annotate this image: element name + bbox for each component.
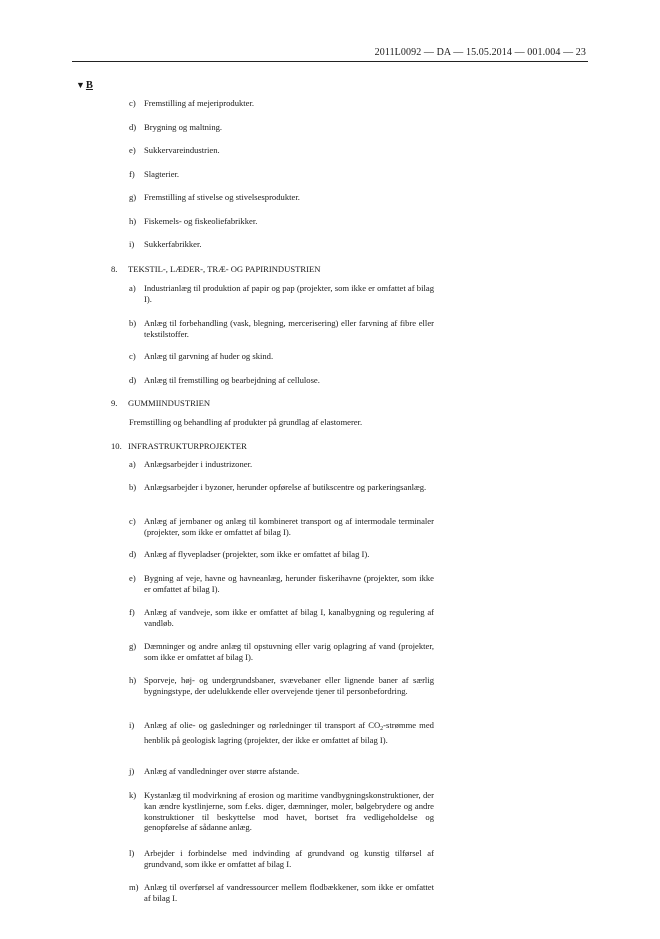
list-item (129, 169, 434, 180)
item-text: Anlæg til overførsel af vandressourcer mellem flodbækkener, som ikke er omfattet af bilag I. (144, 882, 434, 903)
list-item (129, 573, 434, 595)
section-heading-9 (111, 398, 210, 409)
item-text: Kystanlæg til modvirkning af erosion og maritime vandbygningskonstruktioner, der kan ændre kystlinjerne, som f.eks. diger, dæmninger, moler, bølgebrydere og andre konstruktioner til beskyttelse mod havet, bortset fra vedligeholdelse og genopførelse af sådanne anlæg. (144, 790, 434, 833)
item-text: Industrianlæg til produktion af papir og pap (projekter, som ikke er omfattet af bilag I). (144, 283, 434, 304)
section-number: 10. (111, 441, 122, 451)
section-title: INFRASTRUKTURPROJEKTER (128, 441, 247, 451)
list-item (129, 375, 434, 386)
item-text: Anlæg af vandveje, som ikke er omfattet af bilag I, kanalbygning og regulering af vandløb. (144, 607, 434, 628)
list-item (129, 607, 434, 629)
item-text: Fremstilling af stivelse og stivelsesprodukter. (144, 192, 300, 202)
item-text: Sukkerfabrikker. (144, 239, 202, 249)
item-text: Anlæg af jernbaner og anlæg til kombineret transport og af intermodale terminaler (projekter, som ikke er omfattet af bilag I). (144, 516, 434, 537)
list-item (129, 641, 434, 663)
document-reference-header: 2011L0092 — DA — 15.05.2014 — 001.004 — 23 (374, 47, 586, 58)
section-paragraph: Fremstilling og behandling af produkter på grundlag af elastomerer. (129, 417, 363, 427)
item-text: Arbejder i forbindelse med indvinding af grundvand og kunstig tilførsel af grundvand, som ikke er omfattet af bilag I. (144, 848, 434, 869)
item-label: d) (129, 375, 137, 385)
item-label: c) (129, 351, 136, 361)
triangle-marker-icon: ▼ (76, 80, 85, 90)
list-item (129, 216, 434, 227)
item-text-part: Anlæg af olie- og gasledninger og rørledninger til transport af CO (144, 720, 381, 730)
item-label: g) (129, 192, 137, 202)
item-text: Anlæg af vandledninger over større afstande. (144, 766, 300, 776)
item-label: k) (129, 790, 137, 800)
item-text: Anlæg til garvning af huder og skind. (144, 351, 274, 361)
marker-letter: B (85, 80, 93, 91)
amendment-marker (76, 80, 93, 91)
list-item (129, 239, 434, 250)
item-label: i) (129, 720, 135, 730)
item-text: Anlæg til fremstilling og bearbejdning af cellulose. (144, 375, 320, 385)
item-label: f) (129, 169, 135, 179)
list-item (129, 192, 434, 203)
item-text: Sporveje, høj- og undergrundsbaner, svævebaner eller lignende baner af særlig bygningstype, der udelukkende eller overvejende tjener til personbefordring. (144, 675, 434, 696)
section-number: 9. (111, 398, 118, 408)
list-item (129, 549, 434, 560)
list-item (129, 882, 434, 904)
item-label: c) (129, 516, 136, 526)
list-item (129, 459, 434, 470)
item-label: b) (129, 482, 137, 492)
item-label: g) (129, 641, 137, 651)
item-text: Brygning og maltning. (144, 122, 223, 132)
list-item (129, 848, 434, 870)
item-label: d) (129, 122, 137, 132)
item-label: f) (129, 607, 135, 617)
item-text: Anlægsarbejder i industrizoner. (144, 459, 253, 469)
item-label: h) (129, 216, 137, 226)
list-item (129, 720, 434, 746)
section-title: GUMMIINDUSTRIEN (128, 398, 211, 408)
item-text: Anlægsarbejder i byzoner, herunder opførelse af butikscentre og parkeringsanlæg. (144, 482, 427, 492)
list-item (129, 790, 434, 833)
list-item (129, 318, 434, 340)
item-text: Slagterier. (144, 169, 180, 179)
item-text-subscript: 2 (380, 726, 384, 732)
list-item (129, 351, 434, 362)
item-label: l) (129, 848, 135, 858)
item-text: Sukkervareindustrien. (144, 145, 220, 155)
item-text: Anlæg af flyvepladser (projekter, som ikke er omfattet af bilag I). (144, 549, 370, 559)
header-rule (72, 61, 588, 62)
item-label: m) (129, 882, 139, 892)
item-text: Fiskemels- og fiskeoliefabrikker. (144, 216, 258, 226)
item-label: a) (129, 459, 136, 469)
list-item (129, 675, 434, 697)
item-label: i) (129, 239, 135, 249)
section-number: 8. (111, 264, 118, 274)
item-label: j) (129, 766, 135, 776)
section-title: TEKSTIL-, LÆDER-, TRÆ- OG PAPIRINDUSTRIEN (128, 264, 321, 274)
item-label: h) (129, 675, 137, 685)
list-item (129, 122, 434, 133)
list-item (129, 516, 434, 538)
item-text: Bygning af veje, havne og havneanlæg, herunder fiskerihavne (projekter, som ikke er omfattet af bilag I). (144, 573, 434, 594)
item-label: e) (129, 145, 136, 155)
item-text: Dæmninger og andre anlæg til opstuvning eller varig oplagring af vand (projekter, som ikke er omfattet af bilag I). (144, 641, 434, 662)
item-label: e) (129, 573, 136, 583)
item-label: d) (129, 549, 137, 559)
section-heading-10 (111, 441, 247, 452)
item-label: c) (129, 98, 136, 108)
item-text: Fremstilling af mejeriprodukter. (144, 98, 255, 108)
list-item (129, 283, 434, 305)
item-label: b) (129, 318, 137, 328)
item-label: a) (129, 283, 136, 293)
section-heading-8 (111, 264, 320, 275)
list-item (129, 145, 434, 156)
list-item (129, 98, 434, 109)
list-item (129, 766, 434, 777)
item-text: Anlæg til forbehandling (vask, blegning, mercerisering) eller farvning af fibre eller tekstilstoffer. (144, 318, 434, 339)
list-item (129, 482, 434, 493)
item-text (129, 720, 434, 746)
item-text-part: -strømme med henblik på geologisk lagring (projekter, der ikke er omfattet af bilag I). (144, 720, 434, 745)
